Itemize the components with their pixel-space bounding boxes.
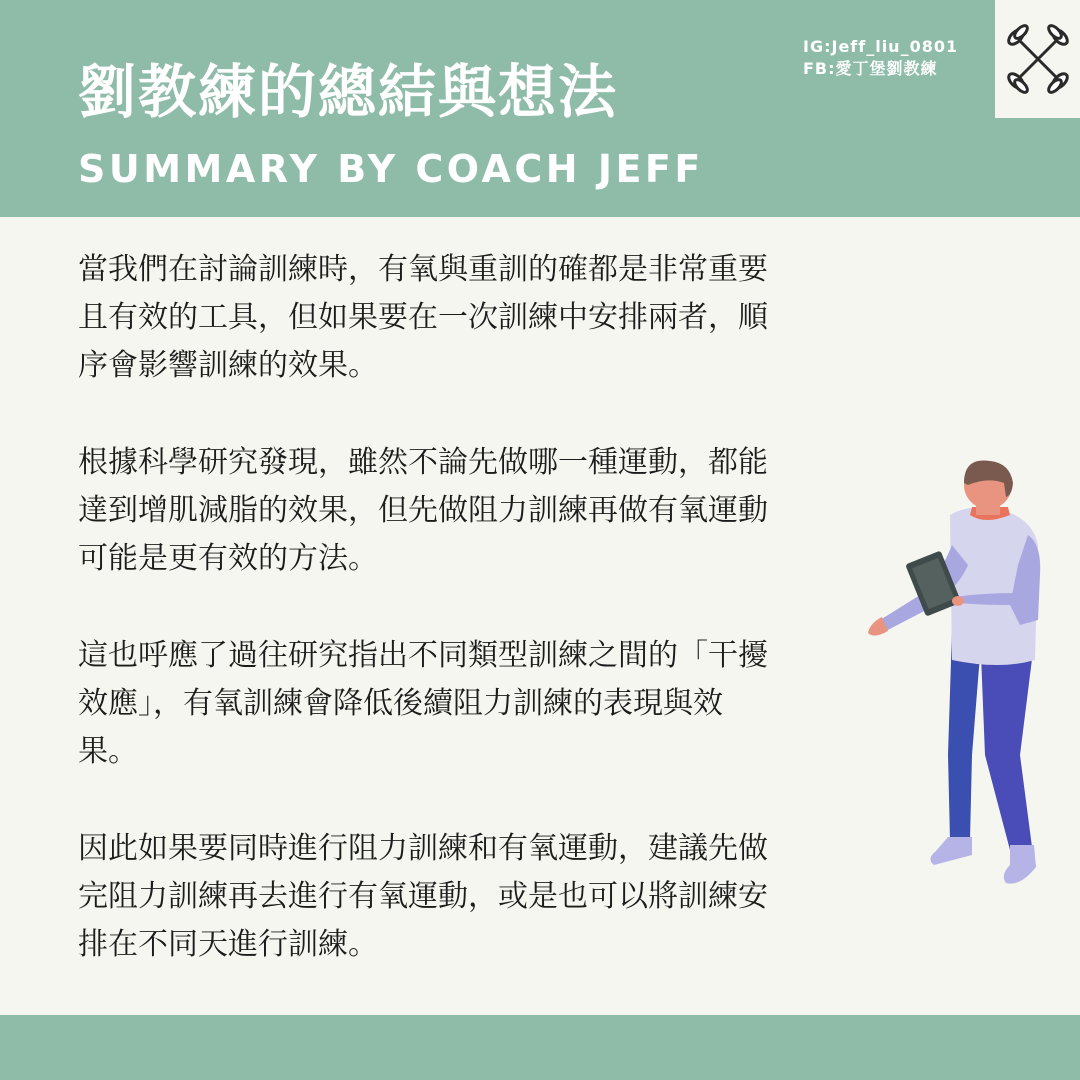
- footer-banner: [0, 1015, 1080, 1080]
- instagram-handle[interactable]: IG:Jeff_liu_0801: [803, 37, 959, 56]
- logo: [995, 0, 1080, 118]
- page-subtitle: SUMMARY BY COACH JEFF: [78, 147, 704, 191]
- facebook-handle[interactable]: FB:愛丁堡劉教練: [803, 59, 938, 78]
- header-banner: [0, 0, 1080, 217]
- paragraph: 根據科學研究發現，雖然不論先做哪一種運動，都能 達到增肌減脂的效果，但先做阻力訓練再做有氧運動 可能是更有效的方法。: [78, 445, 768, 576]
- paragraph: 這也呼應了過往研究指出不同類型訓練之間的「干擾 效應」，有氧訓練會降低後續阻力訓練的表現與效 果。: [78, 638, 768, 769]
- coach-with-clipboard-illustration: [860, 455, 1050, 899]
- coach-illustration-svg: [860, 455, 1050, 895]
- paragraph: 因此如果要同時進行阻力訓練和有氧運動，建議先做 完阻力訓練再去進行有氧運動，或是也可以將訓練安 排在不同天進行訓練。: [78, 831, 768, 962]
- article-body: [78, 246, 848, 1018]
- social-handles: [803, 36, 958, 80]
- paragraph: 當我們在討論訓練時，有氧與重訓的確都是非常重要 且有效的工具，但如果要在一次訓練中安排兩者，順 序會影響訓練的效果。: [78, 252, 768, 383]
- page-title: 劉教練的總結與想法: [78, 58, 619, 126]
- crossed-dumbbells-icon: [1003, 24, 1073, 94]
